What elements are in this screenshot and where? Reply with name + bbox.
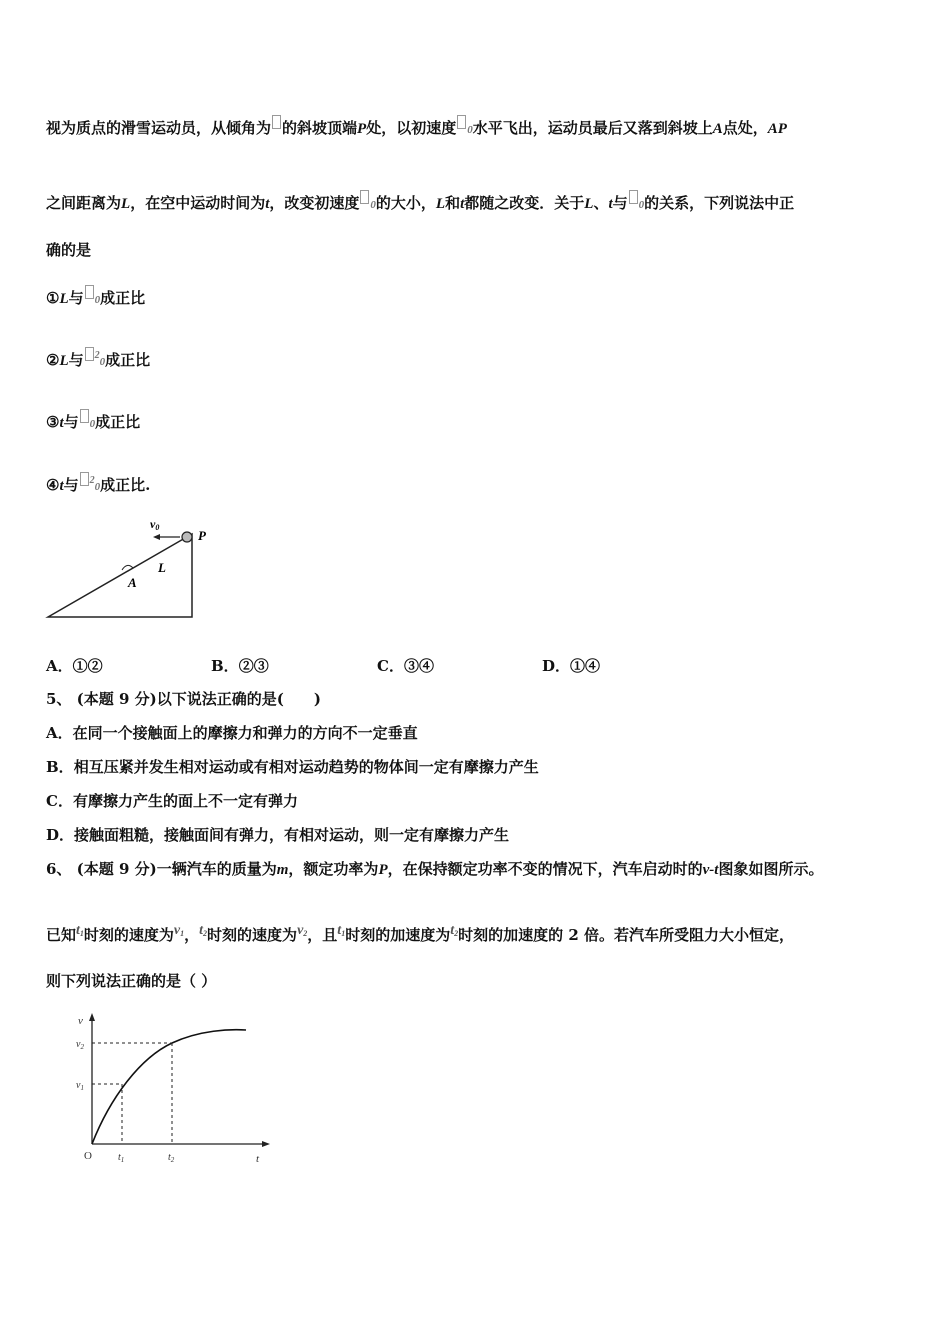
- statement-2: ②L与 20成正比: [46, 347, 150, 373]
- q4-option-b[interactable]: B．②③: [211, 657, 269, 675]
- t1-label: $t_1$: [118, 1152, 125, 1164]
- fig-a-label: A: [128, 575, 137, 590]
- q5-option-a[interactable]: A．在同一个接触面上的摩擦力和弹力的方向不一定垂直: [46, 724, 418, 742]
- statement-3: ③t与 0成正比: [46, 409, 140, 434]
- q5-option-b[interactable]: B．相互压紧并发生相对运动或有相对运动趋势的物体间一定有摩擦力产生: [46, 758, 539, 776]
- q4-line-3: 确的是: [46, 241, 92, 259]
- t-axis-arrowhead: [262, 1141, 270, 1147]
- v0-placeholder-icon: [457, 115, 466, 129]
- fig-p-label: P: [198, 528, 206, 543]
- v0-placeholder-icon: [360, 190, 369, 204]
- theta-placeholder-icon: [272, 115, 281, 129]
- origin-label: O: [84, 1150, 92, 1162]
- v2-label: $v_2$: [76, 1039, 84, 1051]
- q5-option-c[interactable]: C．有摩擦力产生的面上不一定有弹力: [46, 792, 298, 810]
- v1-label: $v_1$: [76, 1080, 84, 1092]
- v0-placeholder-icon: [80, 472, 89, 486]
- fig-v0-label: v0: [150, 517, 160, 532]
- q6-line-2: 已知$t_1$时刻的速度为$v_1$，$t_2$时刻的速度为$v_2$，且$t_1$时刻的加速度为$t_2$时刻的加速度的 2 倍。若汽车所受阻力大小恒定，: [46, 923, 794, 944]
- v0-placeholder-icon: [85, 347, 94, 361]
- fig-l-label: L: [158, 560, 166, 575]
- v0-placeholder-icon: [80, 409, 89, 423]
- v0-placeholder-icon: [629, 190, 638, 204]
- q6-line-1: 6、 (本题 9 分)一辆汽车的质量为m，额定功率为P，在保持额定功率不变的情况下，汽车启动时的v-t图象如图所示。: [46, 860, 824, 878]
- q5-stem: 5、 (本题 9 分)以下说法正确的是( ): [46, 690, 321, 708]
- v0-placeholder-icon: [85, 285, 94, 299]
- vt-graph: [70, 1008, 280, 1168]
- v-axis-label: v: [78, 1015, 83, 1027]
- statement-1: ①L与 0成正比: [46, 285, 145, 310]
- skier-ball-icon: [182, 532, 192, 542]
- velocity-arrowhead: [153, 534, 160, 540]
- q4-line-1: 视为质点的滑雪运动员，从倾角为 的斜坡顶端P处，以初速度 0水平飞出，运动员最后又落到斜坡上A点处，AP: [46, 115, 787, 140]
- q5-option-d[interactable]: D．接触面粗糙，接触面间有弹力，有相对运动，则一定有摩擦力产生: [46, 826, 510, 844]
- q4-option-d[interactable]: D．①④: [542, 657, 601, 675]
- v-axis-arrowhead: [89, 1013, 95, 1021]
- slope-figure: [40, 510, 230, 625]
- q4-option-c[interactable]: C．③④: [377, 657, 434, 675]
- q6-line-3: 则下列说法正确的是（ ）: [46, 972, 217, 990]
- q4-option-a[interactable]: A．①②: [46, 657, 103, 675]
- statement-4: ④t与 20成正比.: [46, 472, 150, 498]
- slope-triangle: [48, 534, 192, 617]
- q4-line-2: 之间距离为L，在空中运动时间为t，改变初速度 0的大小，L和t都随之改变．关于L、t与 0的关系，下列说法中正: [46, 190, 794, 215]
- t2-label: $t_2$: [168, 1152, 175, 1164]
- t-axis-label: t: [256, 1153, 260, 1165]
- velocity-curve: [92, 1030, 246, 1144]
